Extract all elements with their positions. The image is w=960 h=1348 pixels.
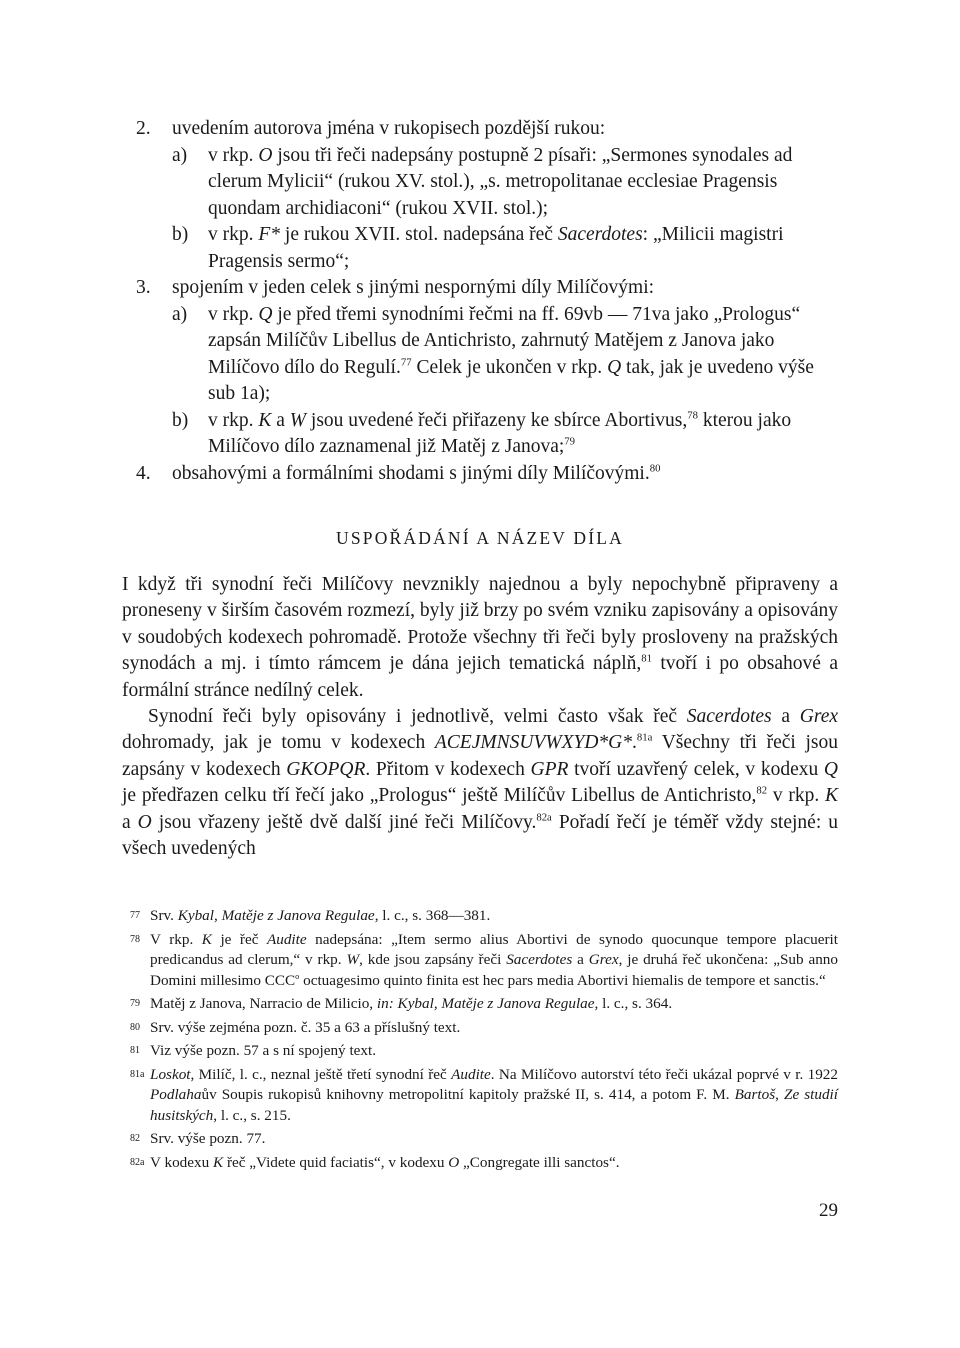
text-run: jsou tři řeči nadepsány postupně 2 písaři: „Sermones synodales ad clerum Mylicii“ (rukou XV. stol.), „s. metropolitanae ecclesiae Pragensis quondam archidiaconi“ (rukou XVII. stol.); <box>208 144 793 219</box>
sub-item-3b <box>172 408 838 461</box>
body-text <box>122 572 838 862</box>
footnote-ref[interactable]: 81 <box>641 652 652 665</box>
text-run: : „Milicii magistri Pragensis sermo“; <box>208 224 784 272</box>
manuscript-siglum: W <box>289 409 307 431</box>
footnote-number: 81a <box>130 1068 145 1080</box>
sub-label: a) <box>172 303 188 325</box>
manuscript-siglum: K <box>824 785 838 807</box>
list-item-3 <box>136 275 838 461</box>
list-text: uvedením autorova jména v rukopisech pozdější rukou: <box>172 118 606 139</box>
sermon-title: Sacerdotes <box>686 706 772 728</box>
footnote-number: 79 <box>130 998 140 1009</box>
text-run: a <box>771 706 800 728</box>
text-run: a <box>572 951 589 968</box>
author-name: Loskot <box>150 1065 191 1083</box>
text-run: . <box>632 732 637 754</box>
text-run: a <box>122 811 138 833</box>
sub-item-2a <box>172 143 838 223</box>
footnote-80 <box>130 1018 838 1039</box>
list-number: 4. <box>136 462 151 484</box>
manuscript-siglum: F* <box>258 224 281 245</box>
manuscript-sigla: GKOPQR <box>286 758 366 780</box>
text-run: Synodní řeči byly opisovány i jednotlivě, velmi často však řeč <box>148 706 687 728</box>
list-item-2 <box>136 116 838 275</box>
author-name: Podlaha <box>150 1086 202 1103</box>
footnote-number: 81 <box>130 1045 140 1056</box>
sermon-title: Grex <box>588 951 619 968</box>
footnote-ref[interactable]: 81a <box>636 731 653 744</box>
text-run: dohromady, jak je tomu v kodexech <box>122 732 435 754</box>
superscript: o <box>295 971 300 981</box>
text-run: Celek je ukončen v rkp. <box>411 356 608 378</box>
text-run: tak, jak je uvedeno výše sub 1a); <box>208 356 814 404</box>
footnote-82a <box>130 1153 838 1174</box>
text-run: , l. c., s. 364. <box>594 995 673 1012</box>
text-run: V rkp. <box>150 930 202 948</box>
citation-title: Kybal, Matěje z Janova Regulae <box>177 907 375 924</box>
sermon-title: Sacerdotes <box>557 224 643 245</box>
text-run: je předřazen celku tří řečí jako „Prologus“ ještě Milíčův Libellus de Antichristo, <box>122 785 757 807</box>
list-number: 3. <box>136 277 151 298</box>
text-run: Srv. výše pozn. 77. <box>150 1130 266 1147</box>
text-run: , l. c., s. 215. <box>213 1106 291 1124</box>
text-run: . Přitom v kodexech <box>365 758 531 780</box>
text-run: I když tři synodní řeči Milíčovy nevznikly najednou a byly nepochybně připraveny a proneseny v širším časovém rozmezí, byly již brzy po svém vzniku zapisovány a opisovány v soudobých kodexech pohromadě. Protože všechny tři řeči byly prosloveny na pražských synodách a mj. i tímto rámcem je dána jejich tematická náplň, <box>122 574 838 675</box>
author-name: Bartoš <box>734 1086 776 1103</box>
manuscript-siglum: Q <box>258 303 273 325</box>
footnote-number: 77 <box>130 910 140 921</box>
footnote-number: 80 <box>130 1021 140 1033</box>
sermon-title: Grex <box>799 706 839 728</box>
text-run: , kde jsou zapsány řeči <box>359 951 507 968</box>
text-run: v rkp. <box>767 785 825 807</box>
text-run: , je druhá řeč ukončena: „Sub anno Domini millesimo CCC <box>150 951 838 989</box>
sermon-title: Audite <box>266 930 307 948</box>
text-run: , l. c., s. 368—381. <box>374 907 491 924</box>
text-run: v rkp. <box>208 144 259 166</box>
text-run: , Milíč, l. c., neznal ještě třetí synodní řeč <box>190 1065 452 1083</box>
text-run: nadepsána: „Item sermo alius Abortivi de synodo quocunque tempore placuerit predicandus ad clerum,“ v rkp. <box>150 930 838 968</box>
text-run: Srv. <box>150 907 178 924</box>
manuscript-siglum: K <box>201 930 212 948</box>
paragraph <box>122 704 838 862</box>
footnote-82 <box>130 1129 838 1150</box>
manuscript-siglum: O <box>258 144 273 166</box>
footnote-number: 78 <box>130 933 140 945</box>
footnote-ref[interactable]: 82 <box>756 784 768 797</box>
text-run: v rkp. <box>208 409 259 431</box>
footnote-81 <box>130 1041 838 1062</box>
manuscript-siglum: O <box>137 811 152 833</box>
text-run: v rkp. <box>208 303 259 325</box>
text-run: Pořadí řečí je téměř vždy stejné: u všech uvedených <box>122 811 839 860</box>
sermon-title: Audite <box>451 1065 491 1083</box>
manuscript-siglum: Q <box>823 758 838 780</box>
text-run: tvoří i po obsahové a formální stránce nedílný celek. <box>122 653 838 701</box>
text-run: „Congregate illi sanctos“. <box>459 1153 620 1171</box>
sub-label: b) <box>172 409 189 431</box>
footnote-ref[interactable]: 79 <box>564 435 576 448</box>
sub-item-2b <box>172 222 838 275</box>
footnote-81a <box>130 1065 838 1127</box>
text-run: Matěj z Janova, Narracio de Milicio, <box>150 995 377 1012</box>
citation-title: in: Kybal, Matěje z Janova Regulae <box>376 995 595 1012</box>
sub-label: b) <box>172 224 189 245</box>
text-run: octuagesimo quinto finita est hec pars media Abortivi hiemalis de tempore et sanctis.“ <box>299 971 826 989</box>
paragraph <box>122 572 838 704</box>
manuscript-siglum: K <box>213 1153 224 1171</box>
manuscript-siglum: W <box>346 951 360 968</box>
text-run: Srv. výše zejména pozn. č. 35 a 63 a příslušný text. <box>150 1018 461 1036</box>
sermon-title: Sacerdotes <box>506 951 573 968</box>
text-run: ův Soupis rukopisů knihovny metropolitní kapitoly pražské II, s. 414, a potom F. M. <box>201 1086 735 1103</box>
sub-item-3a <box>172 302 838 408</box>
list-item-4 <box>136 461 838 488</box>
text-run: Všechny tři řeči jsou zapsány v kodexech <box>122 732 838 780</box>
citation-title: Ze studií husitských <box>150 1086 838 1124</box>
footnote-ref[interactable]: 80 <box>649 462 661 474</box>
text-run: kterou jako Milíčovo dílo zaznamenal již Matěj z Janova; <box>208 409 792 457</box>
text-run: . Na Milíčovo autorství této řeči ukázal poprvé v r. 1922 <box>490 1065 838 1083</box>
text-run: je před třemi synodními řečmi na ff. 69vb — 71va jako „Prologus“ zapsán Milíčův Libellus de Antichristo, zahrnutý Matějem z Janova jako Milíčovo dílo do Regulí. <box>208 303 801 378</box>
footnote-78 <box>130 930 838 992</box>
footnote-number: 82 <box>130 1133 140 1144</box>
text-run: je řeč <box>211 930 267 948</box>
manuscript-sigla: GPR <box>530 758 569 780</box>
footnote-number: 82a <box>130 1156 145 1168</box>
text-run: a <box>271 409 290 431</box>
page-number: 29 <box>819 1200 838 1221</box>
manuscript-siglum: O <box>448 1153 460 1171</box>
footnote-ref[interactable]: 82a <box>536 811 552 824</box>
footnotes <box>130 906 838 1176</box>
sub-label: a) <box>172 144 188 166</box>
footnote-77 <box>130 906 838 927</box>
text-run: , <box>775 1086 784 1103</box>
list-number: 2. <box>136 118 151 139</box>
text-run: řeč „Videte quid faciatis“, v kodexu <box>223 1153 449 1171</box>
footnote-ref[interactable]: 77 <box>400 356 412 368</box>
manuscript-sigla: ACEJMNSUVWXYD*G* <box>434 732 633 754</box>
text-run: jsou vřazeny ještě dvě další jiné řeči Milíčovy. <box>151 811 537 833</box>
criteria-list <box>136 116 838 487</box>
text-run: Viz výše pozn. 57 a s ní spojený text. <box>150 1042 377 1059</box>
manuscript-siglum: Q <box>607 356 622 378</box>
list-text: spojením v jeden celek s jinými nespornými díly Milíčovými: <box>172 277 655 298</box>
text-run: v rkp. <box>208 224 259 245</box>
footnote-79 <box>130 994 838 1015</box>
text-run: V kodexu <box>150 1153 213 1171</box>
footnote-ref[interactable]: 78 <box>687 409 698 421</box>
section-heading: USPOŘÁDÁNÍ A NÁZEV DÍLA <box>336 528 624 548</box>
list-text: obsahovými a formálními shodami s jinými díly Milíčovými. <box>172 462 650 484</box>
text-run: tvoří uzavřený celek, v kodexu <box>568 758 824 780</box>
manuscript-siglum: K <box>258 409 272 431</box>
text-run: jsou uvedené řeči přiřazeny ke sbírce Abortivus, <box>306 409 688 431</box>
text-run: je rukou XVII. stol. nadepsána řeč <box>280 224 558 245</box>
